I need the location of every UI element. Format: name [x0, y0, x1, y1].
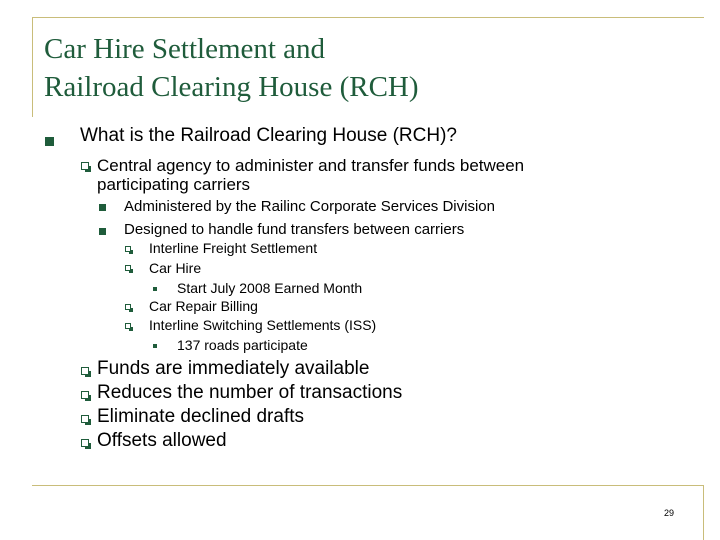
service-iss: Interline Switching Settlements (ISS)	[149, 317, 377, 333]
title-line-1: Car Hire Settlement and	[44, 33, 326, 65]
benefit-offsets: Offsets allowed	[97, 430, 227, 451]
hollow-square-bullet-icon	[81, 439, 89, 447]
tiny-bullet-icon	[153, 287, 157, 291]
benefit-drafts: Eliminate declined drafts	[97, 406, 304, 427]
slide-title	[44, 30, 419, 106]
top-divider	[32, 17, 704, 18]
hollow-square-bullet-icon	[81, 367, 89, 375]
benefit-funds: Funds are immediately available	[97, 358, 370, 379]
hollow-square-bullet-icon	[125, 304, 131, 310]
service-interline-freight: Interline Freight Settlement	[149, 240, 318, 256]
square-bullet-icon	[45, 137, 54, 146]
hollow-square-bullet-icon	[125, 246, 131, 252]
question-text: What is the Railroad Clearing House (RCH)?	[80, 125, 457, 146]
square-bullet-icon	[99, 228, 106, 235]
benefit-transactions: Reduces the number of transactions	[97, 382, 403, 403]
left-divider	[32, 17, 33, 117]
service-car-repair: Car Repair Billing	[149, 298, 258, 314]
square-bullet-icon	[99, 204, 106, 211]
title-line-2: Railroad Clearing House (RCH)	[44, 71, 419, 103]
bottom-divider	[32, 485, 704, 486]
hollow-square-bullet-icon	[81, 391, 89, 399]
car-hire-detail: Start July 2008 Earned Month	[177, 280, 363, 296]
hollow-square-bullet-icon	[125, 265, 131, 271]
designed-text: Designed to handle fund transfers between carriers	[124, 221, 465, 238]
right-divider	[703, 486, 704, 540]
hollow-square-bullet-icon	[125, 323, 131, 329]
central-agency-line-1: Central agency to administer and transfer funds between	[97, 156, 525, 175]
central-agency-line-2: participating carriers	[97, 175, 251, 194]
administered-text: Administered by the Railinc Corporate Services Division	[124, 198, 495, 215]
hollow-square-bullet-icon	[81, 415, 89, 423]
service-car-hire: Car Hire	[149, 260, 202, 276]
page-number: 29	[664, 508, 675, 518]
hollow-square-bullet-icon	[81, 162, 89, 170]
iss-detail: 137 roads participate	[177, 337, 308, 353]
tiny-bullet-icon	[153, 344, 157, 348]
